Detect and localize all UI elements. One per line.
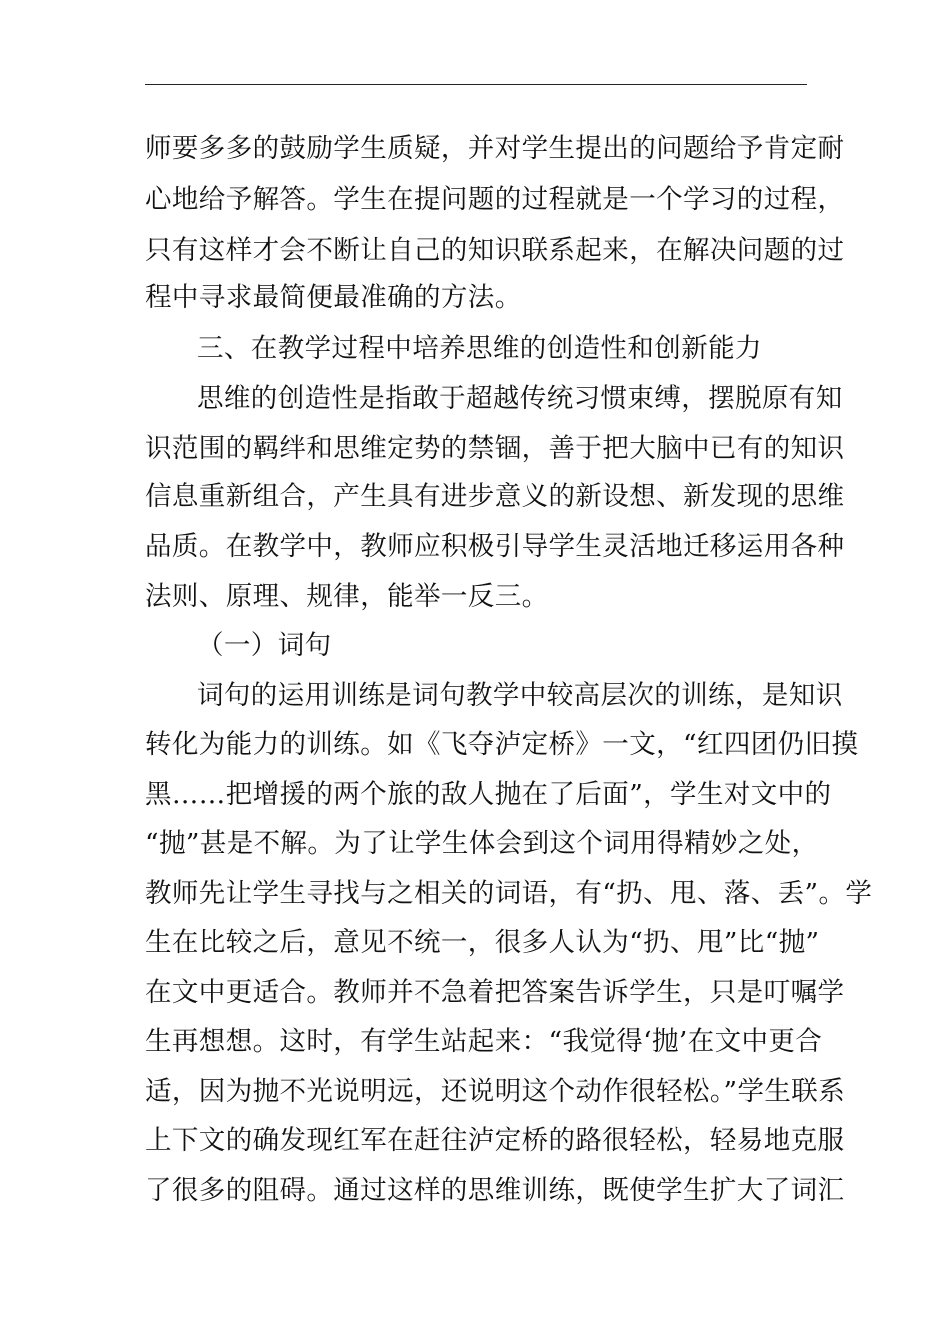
text-line: 生在比较之后，意见不统一，很多人认为“扔、甩”比“抛”	[145, 927, 820, 958]
text-line: 只有这样才会不断让自己的知识联系起来，在解决问题的过	[145, 235, 845, 266]
text-line: 词句的运用训练是词句教学中较高层次的训练，是知识	[197, 680, 843, 711]
text-line: 适，因为抛不光说明远，还说明这个动作很轻松。”学生联系	[145, 1076, 846, 1107]
text-line: 思维的创造性是指敢于超越传统习惯束缚，摆脱原有知	[197, 383, 843, 414]
text-line: 教师先让学生寻找与之相关的词语，有“扔、甩、落、丢”。学	[145, 878, 873, 909]
text-line: 师要多多的鼓励学生质疑，并对学生提出的问题给予肯定耐	[145, 133, 845, 164]
section-heading: 三、在教学过程中培养思维的创造性和创新能力	[197, 333, 762, 364]
subsection-heading: （一）词句	[197, 630, 332, 661]
text-line: 法则、原理、规律，能举一反三。	[145, 581, 549, 612]
text-line: 转化为能力的训练。如《飞夺泸定桥》一文，“红四团仍旧摸	[145, 729, 859, 760]
text-line: “抛”甚是不解。为了让学生体会到这个词用得精妙之处，	[145, 828, 819, 859]
text-line: 心地给予解答。学生在提问题的过程就是一个学习的过程，	[145, 184, 845, 215]
header-rule	[145, 84, 807, 85]
text-line: 上下文的确发现红军在赶往泸定桥的路很轻松，轻易地克服	[145, 1125, 845, 1156]
text-line: 了很多的阻碍。通过这样的思维训练，既使学生扩大了词汇	[145, 1175, 845, 1206]
text-line: 生再想想。这时，有学生站起来：“我觉得‘抛’在文中更合	[145, 1026, 823, 1057]
text-line: 信息重新组合，产生具有进步意义的新设想、新发现的思维	[145, 481, 845, 512]
text-line: 程中寻求最简便最准确的方法。	[145, 282, 522, 313]
text-line: 识范围的羁绊和思维定势的禁锢，善于把大脑中已有的知识	[145, 433, 845, 464]
text-line: 在文中更适合。教师并不急着把答案告诉学生，只是叮嘱学	[145, 977, 845, 1008]
text-line: 黑……把增援的两个旅的敌人抛在了后面”，学生对文中的	[145, 779, 832, 810]
text-line: 品质。在教学中，教师应积极引导学生灵活地迁移运用各种	[145, 531, 845, 562]
